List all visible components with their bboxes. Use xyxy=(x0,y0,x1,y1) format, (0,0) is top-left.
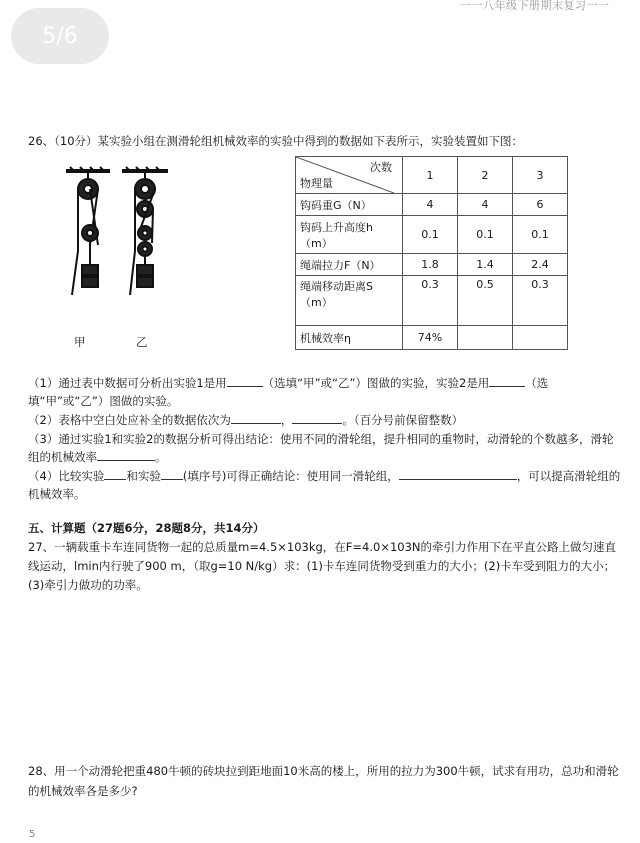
sub3-text-a: （3）通过实验1和实验2的数据分析可得出结论：使用不同的滑轮组，提升相同的重物时，动滑轮的个数越多，滑轮组的机械效率 xyxy=(28,432,614,464)
table-cell: 0.1 xyxy=(458,216,513,254)
experiment-data-table xyxy=(295,156,568,350)
table-corner-cell xyxy=(296,157,403,194)
sub1-text-b: （选填“甲”或“乙”）图做的实验，实验2是用 xyxy=(262,376,490,390)
subquestion-2 xyxy=(28,411,622,429)
table-row xyxy=(296,276,568,326)
question-28: 28、用一个动滑轮把重480牛顿的砖块拉到距地面10米高的楼上，所用的拉力为300牛顿，试求有用功，总功和滑轮的机械效率各是多少? xyxy=(28,764,619,798)
column-header: 2 xyxy=(458,157,513,194)
answer-blank[interactable] xyxy=(231,411,281,424)
sub2-text-a: （2）表格中空白处应补全的数据依次为 xyxy=(28,413,231,427)
table-cell: 2.4 xyxy=(513,254,568,276)
subquestion-4 xyxy=(28,467,622,503)
footer-page-number: 5 xyxy=(29,829,36,840)
sub1-text-c: （选填“甲”或“乙”）图做的实验。 xyxy=(28,376,549,408)
answer-blank[interactable] xyxy=(104,467,126,480)
page-indicator-badge: 5/6 xyxy=(11,8,109,64)
pulley-apparatus-figure xyxy=(60,165,175,305)
table-cell: 1.8 xyxy=(403,254,458,276)
table-cell: 1.4 xyxy=(458,254,513,276)
pulley-system-a xyxy=(66,167,110,295)
column-header: 1 xyxy=(403,157,458,194)
sub4-text-d: ，可以提高滑轮组的机械效率。 xyxy=(28,469,621,501)
column-header: 3 xyxy=(513,157,568,194)
table-row xyxy=(296,254,568,276)
answer-blank[interactable] xyxy=(227,374,263,387)
table-cell: 0.3 xyxy=(403,276,458,326)
answer-blank[interactable] xyxy=(399,467,517,480)
table-cell: 0.3 xyxy=(513,276,568,326)
sub3-text-b: 。 xyxy=(155,450,167,464)
sub4-text-b: 和实验 xyxy=(126,469,161,483)
table-header-row xyxy=(296,157,568,194)
answer-blank[interactable] xyxy=(489,374,525,387)
sub1-text-a: （1）通过表中数据可分析出实验1是用 xyxy=(28,376,227,390)
corner-bottom-label: 物理量 xyxy=(300,177,333,190)
row-label: 钩码重G（N） xyxy=(296,194,403,216)
section-5-heading: 五、计算题（27题6分，28题8分，共14分） xyxy=(28,521,265,535)
row-label: 绳端拉力F（N） xyxy=(296,254,403,276)
table-cell: 74% xyxy=(403,326,458,350)
table-row xyxy=(296,216,568,254)
table-cell xyxy=(458,326,513,350)
figure-label-b: 乙 xyxy=(136,335,148,349)
table-cell: 4 xyxy=(403,194,458,216)
corner-top-label: 次数 xyxy=(370,161,392,174)
sub4-text-c: (填序号)可得正确结论：使用同一滑轮组， xyxy=(182,469,399,483)
row-label: 机械效率η xyxy=(296,326,403,350)
answer-blank[interactable] xyxy=(292,411,342,424)
table-row xyxy=(296,194,568,216)
table-cell: 0.5 xyxy=(458,276,513,326)
subquestion-1 xyxy=(28,374,622,410)
question-26-stem: 26、（10分）某实验小组在测滑轮组机械效率的实验中得到的数据如下表所示，实验装置如下图： xyxy=(28,134,524,148)
table-cell xyxy=(513,326,568,350)
figure-label-a: 甲 xyxy=(74,335,86,349)
question-27: 27、一辆载重卡车连同货物一起的总质量m=4.5×103kg，在F=4.0×103N的牵引力作用下在平直公路上做匀速直线运动，lmin内行驶了900 m，（取g=10 N/kg）求：(1)卡车连同货物受到重力的大小；(2)卡车受到阻力的大小；(3)牵引力做功的功率。 xyxy=(28,540,617,592)
table-cell: 4 xyxy=(458,194,513,216)
table-row xyxy=(296,326,568,350)
sub2-text-b: ， xyxy=(280,413,293,427)
row-label: 绳端移动距离S（m） xyxy=(296,276,403,326)
table-cell: 0.1 xyxy=(513,216,568,254)
answer-blank[interactable] xyxy=(97,448,155,461)
sub2-text-c: 。（百分号前保留整数） xyxy=(342,413,464,427)
page-header: 一一八年级下册期末复习一一 xyxy=(460,0,610,12)
sub4-text-a: （4）比较实验 xyxy=(28,469,105,483)
row-label: 钩码上升高度h（m） xyxy=(296,216,403,254)
subquestion-3 xyxy=(28,430,622,466)
table-cell: 6 xyxy=(513,194,568,216)
pulley-system-b xyxy=(122,167,168,295)
answer-blank[interactable] xyxy=(161,467,183,480)
table-cell: 0.1 xyxy=(403,216,458,254)
question-26-subparts xyxy=(28,374,622,504)
